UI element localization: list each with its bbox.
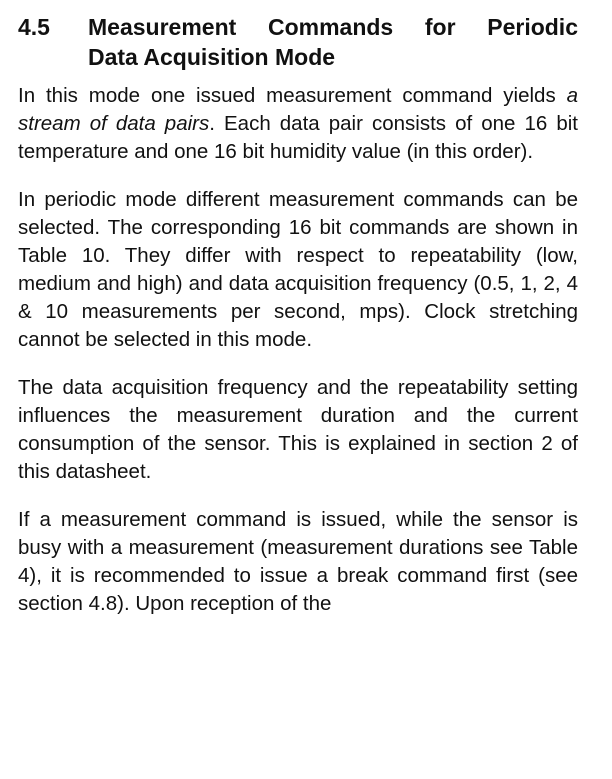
- paragraph-2: In periodic mode different measurement commands can be selected. The corresponding 16 bit commands are shown in Table 10. They differ with respect to repeatability (low, medium and high) and data acquisition frequency (0.5, 1, 2, 4 & 10 measurements per second, mps). Clock stretching cannot be selected in this mode.: [18, 188, 578, 351]
- section-title-line-2: Data Acquisition Mode: [88, 44, 336, 70]
- document-page: [18, 12, 578, 638]
- paragraph-1-text-start: In this mode one issued measurement command yields: [18, 84, 567, 107]
- section-heading: [18, 12, 578, 72]
- paragraph-3: The data acquisition frequency and the repeatability setting influences the measurement duration and the current consumption of the sensor. This is explained in section 2 of this datasheet.: [18, 376, 578, 483]
- section-title: [88, 12, 578, 72]
- paragraph-1-emphasis: a stream of data pairs: [18, 84, 578, 135]
- paragraph-1-text-end: . Each data pair consists of one 16 bit temperature and one 16 bit humidity value (in this order).: [18, 112, 578, 163]
- section-title-line-1: Measurement Commands for Periodic: [88, 14, 578, 40]
- paragraph-1: [18, 82, 578, 166]
- paragraph-4: If a measurement command is issued, while the sensor is busy with a measurement (measurement durations see Table 4), it is recommended to issue a break command first (see section 4.8). Upon reception of the: [18, 508, 578, 615]
- section-number: 4.5: [18, 14, 50, 40]
